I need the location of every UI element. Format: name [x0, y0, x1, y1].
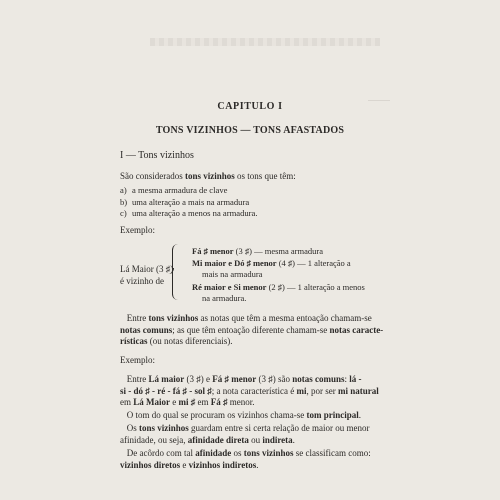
option-item: Ré maior e Si menor (2 ♯) — 1 alteração a menos na armadura.: [192, 281, 365, 303]
tom-principal-paragraph: O tom do qual se procuram os vizinhos chama-se tom principal.: [126, 410, 361, 420]
brace-label: Lá Maior (3 ♯) é vizinho de: [120, 264, 174, 286]
example-label: Exemplo:: [120, 225, 155, 235]
section-heading: I — Tons vizinhos: [120, 150, 194, 161]
option-item: Fá ♯ menor (3 ♯) — mesma armadura: [192, 246, 324, 256]
curly-brace: [172, 244, 181, 300]
show-through-text: [150, 38, 380, 46]
criteria-list: [120, 185, 258, 220]
list-item: b) uma alteração a mais na armadura: [120, 196, 250, 207]
list-item: c) uma alteração a menos na armadura.: [120, 208, 258, 219]
option-item: Mi maior e Dó ♯ menor (4 ♯) — 1 alteração a mais na armadura: [192, 258, 351, 280]
list-item: a) a mesma armadura de clave: [120, 185, 228, 195]
example-paragraph: Entre Lá maior (3 ♯) e Fá ♯ menor (3 ♯) são notas comuns: lá - si - dó ♯ - ré - fá ♯ - sol ♯; a nota característica é mi, por ser mi natural em Lá Maior e mi ♯ em Fá ♯ menor.: [120, 374, 379, 408]
example-label: Exemplo:: [120, 355, 155, 365]
neighbor-options: [192, 246, 414, 305]
affinity-paragraph: Os tons vizinhos guardam entre si certa relação de maior ou menor afinidade, ou seja, afinidade direta ou indireta.: [120, 423, 370, 445]
intro-paragraph: São considerados tons vizinhos os tons que têm:: [120, 171, 296, 181]
chapter-heading: CAPITULO I: [217, 101, 283, 112]
chapter-title: TONS VIZINHOS — TONS AFASTADOS: [155, 125, 345, 136]
notes-paragraph: Entre tons vizinhos as notas que têm a mesma entoação chamam-se notas comuns; as que têm entoação diferente chamam-se notas caracte- rísticas (ou notas diferenciais).: [120, 313, 384, 347]
classification-paragraph: De acôrdo com tal afinidade os tons vizinhos se classificam como: vizinhos diretos e vizinhos indiretos.: [120, 448, 371, 470]
